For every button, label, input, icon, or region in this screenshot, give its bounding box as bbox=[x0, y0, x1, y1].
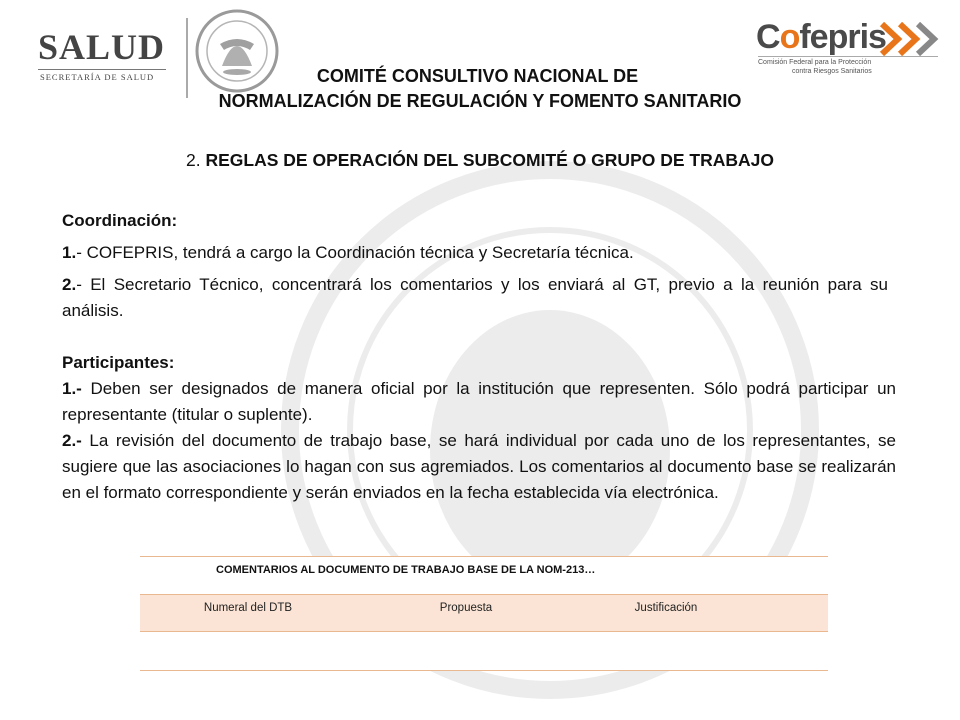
item-text: La revisión del documento de trabajo base, se hará individual por cada uno de los representantes, se sugiere que las asociaciones lo hagan con sus agremiados. Los comentarios al documento base se realizarán en el formato correspondiente y serán enviados en la fecha establecida vía electrónica. bbox=[62, 431, 896, 502]
participantes-section bbox=[62, 350, 896, 506]
item-text: - El Secretario Técnico, concentrará los comentarios y los enviará al GT, previo a la reunión para su análisis. bbox=[62, 275, 888, 320]
participantes-item-1 bbox=[62, 376, 896, 428]
coordinacion-heading: Coordinación: bbox=[62, 211, 178, 230]
cofepris-logo-rule bbox=[758, 56, 938, 57]
coordinacion-section bbox=[62, 208, 888, 330]
cofepris-logo-subtitle-1: Comisión Federal para la Protección bbox=[758, 59, 872, 66]
item-text: - COFEPRIS, tendrá a cargo la Coordinación técnica y Secretaría técnica. bbox=[76, 243, 634, 262]
section-subtitle bbox=[0, 150, 960, 171]
coordinacion-item-2 bbox=[62, 272, 888, 324]
cofepris-arrows-icon bbox=[880, 22, 940, 56]
title-line-1: COMITÉ CONSULTIVO NACIONAL DE bbox=[316, 66, 639, 86]
comments-table bbox=[140, 556, 828, 671]
item-number: 2. bbox=[62, 275, 77, 294]
table-header-row bbox=[140, 595, 828, 631]
section-number: 2. bbox=[186, 150, 201, 170]
document-title bbox=[0, 64, 960, 114]
cofepris-word-rest: fepris bbox=[799, 18, 886, 56]
table-rule-bottom bbox=[140, 670, 828, 671]
section-subtitle-text: REGLAS DE OPERACIÓN DEL SUBCOMITÉ O GRUPO DE TRABAJO bbox=[205, 150, 774, 170]
participantes-heading: Participantes: bbox=[62, 353, 175, 372]
table-empty-row bbox=[140, 632, 828, 670]
cofepris-logo-word bbox=[756, 18, 886, 57]
cofepris-word-c: C bbox=[756, 18, 780, 56]
item-number: 1. bbox=[62, 243, 77, 262]
item-number: 2.- bbox=[62, 431, 82, 450]
salud-logo-subtitle: SECRETARÍA DE SALUD bbox=[40, 72, 155, 82]
column-header-justificacion: Justificación bbox=[634, 602, 698, 614]
item-number: 1.- bbox=[62, 379, 82, 398]
title-line-2: NORMALIZACIÓN DE REGULACIÓN Y FOMENTO SANITARIO bbox=[218, 91, 742, 111]
column-header-propuesta: Propuesta bbox=[439, 602, 493, 614]
cofepris-word-o: o bbox=[779, 18, 800, 56]
participantes-item-2 bbox=[62, 428, 896, 506]
salud-logo-word: SALUD bbox=[38, 27, 166, 67]
coordinacion-item-1 bbox=[62, 240, 888, 266]
item-text: Deben ser designados de manera oficial por la institución que representen. Sólo podrá participar un representante (titular o suplente). bbox=[62, 379, 896, 424]
cofepris-logo-subtitle-2: contra Riesgos Sanitarios bbox=[792, 68, 872, 75]
column-header-numeral: Numeral del DTB bbox=[203, 602, 293, 614]
table-title: COMENTARIOS AL DOCUMENTO DE TRABAJO BASE DE LA NOM-213… bbox=[140, 557, 828, 594]
